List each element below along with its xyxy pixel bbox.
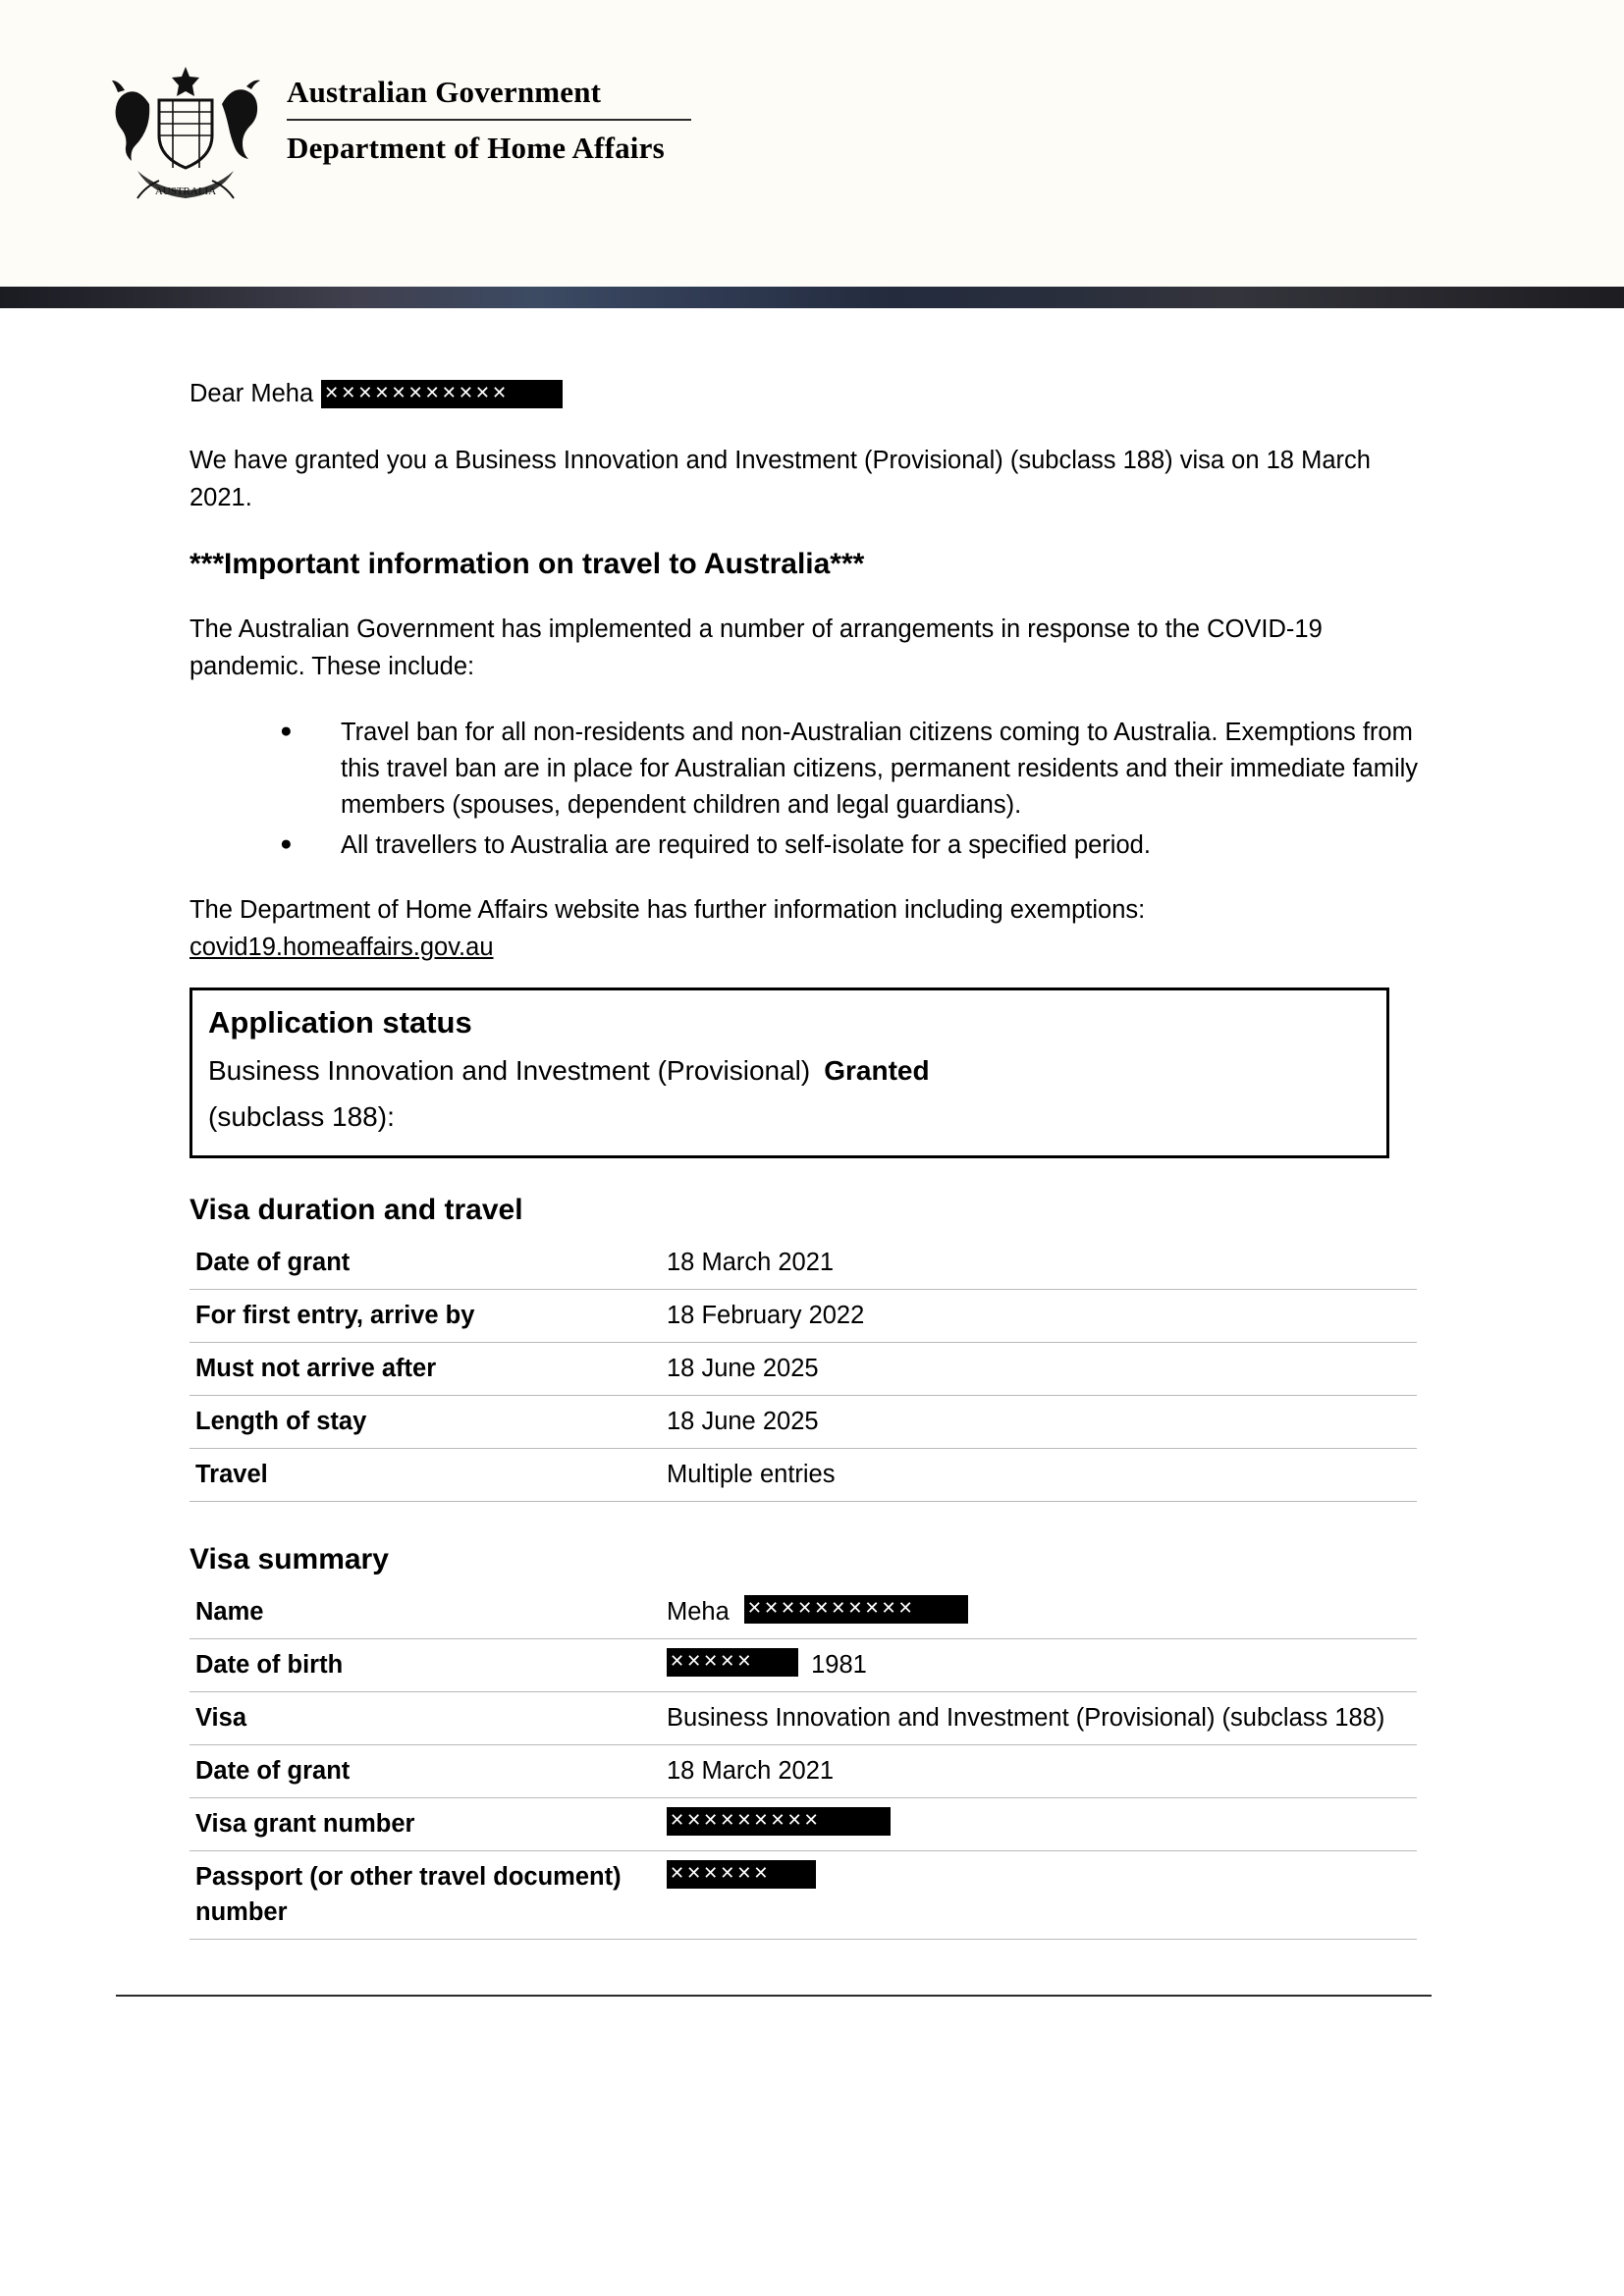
- row-value: 18 March 2021: [653, 1237, 1417, 1290]
- covid-intro-paragraph: The Australian Government has implemented a number of arrangements in response to the COVID-19 pandemic. These include:: [189, 615, 1323, 680]
- commonwealth-coat-of-arms-icon: [98, 61, 273, 218]
- table-row: [189, 1290, 1417, 1343]
- application-visa-name-line2: (subclass 188):: [208, 1101, 395, 1132]
- table-row: [189, 1639, 1417, 1692]
- visa-duration-heading: Visa duration and travel: [189, 1194, 523, 1226]
- row-value: [653, 1851, 1417, 1940]
- row-value: [653, 1639, 1417, 1692]
- intro-paragraph: We have granted you a Business Innovation and Investment (Provisional) (subclass 188) visa on 18 March 2021.: [189, 447, 1371, 511]
- name-value: Meha: [667, 1598, 730, 1626]
- redacted-passport-number: ✕✕✕✕✕✕: [667, 1860, 816, 1889]
- salutation: [189, 375, 1436, 412]
- row-label: Date of grant: [189, 1745, 653, 1798]
- row-value: [653, 1798, 1417, 1851]
- department-name: Department of Home Affairs: [287, 131, 665, 165]
- table-row: [189, 1586, 1417, 1639]
- application-visa-name-line1: Business Innovation and Investment (Provisional): [208, 1055, 811, 1086]
- visa-summary-heading: Visa summary: [189, 1543, 389, 1575]
- row-value: Business Innovation and Investment (Provisional) (subclass 188): [653, 1692, 1417, 1745]
- svg-text:AUSTRALIA: AUSTRALIA: [154, 186, 217, 197]
- table-row: [189, 1851, 1417, 1940]
- salutation-text: Dear Meha: [189, 380, 314, 407]
- redacted-surname: ✕✕✕✕✕✕✕✕✕✕✕: [321, 380, 563, 408]
- covid-info-link[interactable]: covid19.homeaffairs.gov.au: [189, 934, 494, 961]
- row-label: Visa grant number: [189, 1798, 653, 1851]
- table-row: [189, 1798, 1417, 1851]
- row-value: 18 June 2025: [653, 1343, 1417, 1396]
- row-label: Must not arrive after: [189, 1343, 653, 1396]
- header-color-stripe: [0, 287, 1624, 308]
- row-label: Visa: [189, 1692, 653, 1745]
- row-label: Date of birth: [189, 1639, 653, 1692]
- application-status-value: [208, 1047, 1371, 1140]
- status-badge: Granted: [824, 1055, 930, 1086]
- footer-divider: [116, 1995, 1432, 1997]
- table-row: [189, 1343, 1417, 1396]
- visa-duration-table: [189, 1237, 1417, 1502]
- header-branding: [98, 61, 691, 218]
- table-row: [189, 1692, 1417, 1745]
- row-label: Passport (or other travel document) number: [189, 1851, 653, 1940]
- document-body: [189, 375, 1436, 1981]
- redacted-birth-date: ✕✕✕✕✕: [667, 1648, 798, 1677]
- redacted-visa-grant-number: ✕✕✕✕✕✕✕✕✕: [667, 1807, 891, 1836]
- table-row: [189, 1396, 1417, 1449]
- row-label: Name: [189, 1586, 653, 1639]
- row-value: Multiple entries: [653, 1449, 1417, 1502]
- row-label: Date of grant: [189, 1237, 653, 1290]
- row-value: 18 March 2021: [653, 1745, 1417, 1798]
- covid-measures-list: [189, 715, 1436, 864]
- birth-year: 1981: [811, 1651, 867, 1679]
- visa-summary-table: [189, 1586, 1417, 1940]
- list-item: ● Travel ban for all non-residents and non-Australian citizens coming to Australia. Exemptions from this travel ban are in place for Australian citizens, permanent residents and their immediate family members (spouses, dependent children and legal guardians).: [280, 715, 1436, 824]
- table-row: [189, 1745, 1417, 1798]
- website-paragraph: [189, 891, 1436, 966]
- redacted-name: ✕✕✕✕✕✕✕✕✕✕: [744, 1595, 968, 1624]
- application-status-box: [189, 988, 1389, 1158]
- row-value: 18 February 2022: [653, 1290, 1417, 1343]
- document-header: [0, 0, 1624, 287]
- website-text: The Department of Home Affairs website has further information including exemptions:: [189, 896, 1146, 924]
- header-divider: [287, 119, 691, 121]
- application-status-title: Application status: [208, 1005, 472, 1040]
- important-info-heading: ***Important information on travel to Australia***: [189, 548, 865, 580]
- government-name: Australian Government: [287, 75, 602, 109]
- row-label: Travel: [189, 1449, 653, 1502]
- row-label: For first entry, arrive by: [189, 1290, 653, 1343]
- row-value: [653, 1586, 1417, 1639]
- list-item: ● All travellers to Australia are required to self-isolate for a specified period.: [280, 828, 1436, 864]
- row-value: 18 June 2025: [653, 1396, 1417, 1449]
- row-label: Length of stay: [189, 1396, 653, 1449]
- table-row: [189, 1449, 1417, 1502]
- table-row: [189, 1237, 1417, 1290]
